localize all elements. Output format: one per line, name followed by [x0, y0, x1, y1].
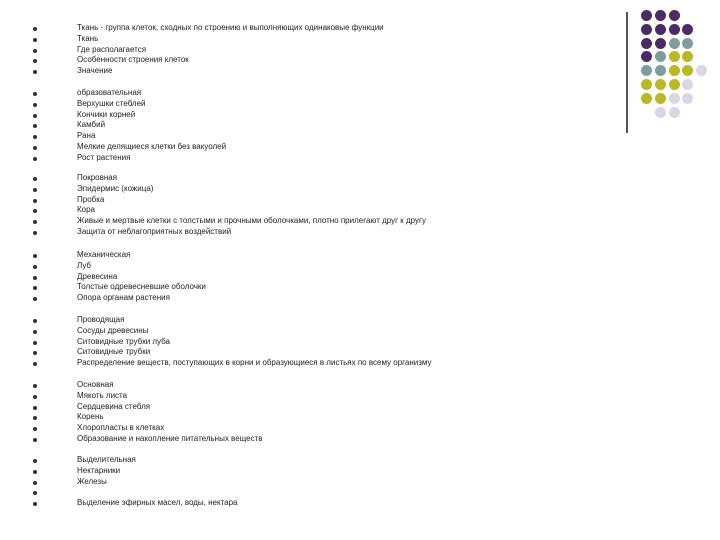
bullet-icon: [33, 286, 37, 290]
decor-dot: [669, 38, 680, 49]
decor-dot: [669, 51, 680, 62]
bullet-icon: [33, 220, 37, 224]
list-item-text: Выделение эфирных масел, воды, нектара: [77, 498, 238, 508]
decor-dot: [655, 10, 666, 21]
decor-dot: [641, 38, 652, 49]
list-item-text: образовательная: [77, 88, 142, 97]
bullet-icon: [33, 384, 37, 388]
decor-dot: [669, 10, 680, 21]
bullet-icon: [33, 157, 37, 161]
decor-dot: [655, 93, 666, 104]
decor-dot: [655, 51, 666, 62]
bullet-icon: [33, 481, 37, 485]
bullet-icon: [33, 103, 37, 107]
list-item-text: Кора: [77, 205, 96, 215]
list-item-text: Ткань - группа клеток, сходных по строению и выполняющих одинаковые функции: [77, 23, 384, 32]
bullet-icon: [33, 395, 37, 399]
decor-dot: [641, 79, 652, 90]
decor-dot: [641, 10, 652, 21]
bullet-icon: [33, 188, 37, 192]
list-item-text: Рана: [77, 131, 96, 141]
decor-dot: [669, 24, 680, 35]
decor-dot: [655, 79, 666, 90]
bullet-icon: [33, 265, 37, 269]
vertical-divider: [626, 12, 628, 133]
list-item-text: Корень: [77, 412, 104, 422]
list-item-text: Ситовидные трубки луба: [77, 336, 170, 346]
list-item-text: Живые и мертвые клетки с толстыми и прочными оболочками, плотно прилегают друг к другу: [77, 216, 426, 226]
decor-dot: [655, 107, 666, 118]
bullet-icon: [33, 254, 37, 258]
bullet-icon: [33, 319, 37, 323]
list-item-text: Мякоть листа: [77, 390, 128, 400]
decor-dot: [682, 24, 693, 35]
decor-dot: [669, 93, 680, 104]
list-item-text: Мелкие делящиеся клетки без вакуолей: [77, 141, 227, 151]
bullet-icon: [33, 491, 37, 495]
decor-dot: [641, 51, 652, 62]
list-item-text: Образование и накопление питательных веществ: [77, 433, 263, 443]
list-item-text: Где располагается: [77, 44, 147, 54]
bullet-icon: [33, 351, 37, 355]
bullet-icon: [33, 177, 37, 181]
list-item-text: Распределение веществ, поступающих в корни и образующиеся в листьях по всему организму: [77, 358, 432, 368]
bullet-icon: [33, 297, 37, 301]
decor-dot: [669, 65, 680, 76]
list-item-text: Рост растения: [77, 152, 131, 162]
decor-dot: [682, 93, 693, 104]
bullet-icon: [33, 438, 37, 442]
bullet-icon: [33, 276, 37, 280]
bullet-icon: [33, 209, 37, 213]
list-item-text: Верхушки стеблей: [77, 98, 146, 108]
bullet-icon: [33, 470, 37, 474]
bullet-icon: [33, 124, 37, 128]
list-item-text: Сосуды древесины: [77, 325, 149, 335]
bullet-icon: [33, 59, 37, 63]
list-item-text: Основная: [77, 380, 114, 389]
decor-dot: [669, 79, 680, 90]
decor-dot: [641, 24, 652, 35]
list-item-text: Особенности строения клеток: [77, 55, 189, 65]
bullet-icon: [33, 362, 37, 366]
list-item-text: Покровная: [77, 173, 118, 182]
decor-dot: [655, 38, 666, 49]
decor-dot: [655, 24, 666, 35]
list-item-text: Сердцевина стебля: [77, 401, 151, 411]
bullet-icon: [33, 502, 37, 506]
bullet-icon: [33, 199, 37, 203]
bullet-icon: [33, 427, 37, 431]
decor-dot: [641, 65, 652, 76]
list-item-text: Пробка: [77, 194, 105, 204]
list-item-text: Ткань: [77, 33, 99, 43]
list-item-text: Опора органам растения: [77, 293, 170, 303]
bullet-icon: [33, 231, 37, 235]
list-item-text: Луб: [77, 260, 92, 270]
decor-dot: [696, 65, 707, 76]
list-item-text: Камбий: [77, 120, 106, 130]
decor-dot: [682, 79, 693, 90]
bullet-icon: [33, 459, 37, 463]
list-item-text: Выделительная: [77, 455, 136, 464]
decor-dot: [655, 65, 666, 76]
list-item-text: Толстые одревесневшие оболочки: [77, 282, 206, 292]
bullet-icon: [33, 416, 37, 420]
bullet-icon: [33, 114, 37, 118]
list-item-text: Защита от неблагоприятных воздействий: [77, 226, 232, 236]
list-item-text: Значение: [77, 66, 113, 76]
bullet-icon: [33, 92, 37, 96]
list-item-text: Древесина: [77, 271, 118, 281]
list-item-text: Кончики корней: [77, 109, 136, 119]
bullet-icon: [33, 341, 37, 345]
list-item-text: Хлоропласты в клетках: [77, 423, 165, 433]
bullet-icon: [33, 406, 37, 410]
bullet-icon: [33, 70, 37, 74]
list-item-text: Ситовидные трубки: [77, 347, 151, 357]
list-item-text: Механическая: [77, 250, 131, 259]
decor-dot: [682, 38, 693, 49]
list-item-text: Эпидермис (кожица): [77, 183, 154, 193]
bullet-icon: [33, 27, 37, 31]
list-item-text: Железы: [77, 476, 107, 486]
bullet-icon: [33, 135, 37, 139]
decor-dot: [641, 93, 652, 104]
list-item-text: Нектарники: [77, 465, 121, 475]
bullet-icon: [33, 38, 37, 42]
list-item-text: Проводящая: [77, 315, 125, 324]
bullet-icon: [33, 330, 37, 334]
decor-dot: [682, 65, 693, 76]
bullet-icon: [33, 49, 37, 53]
decor-dot: [682, 51, 693, 62]
bullet-icon: [33, 146, 37, 150]
decor-dot: [669, 107, 680, 118]
